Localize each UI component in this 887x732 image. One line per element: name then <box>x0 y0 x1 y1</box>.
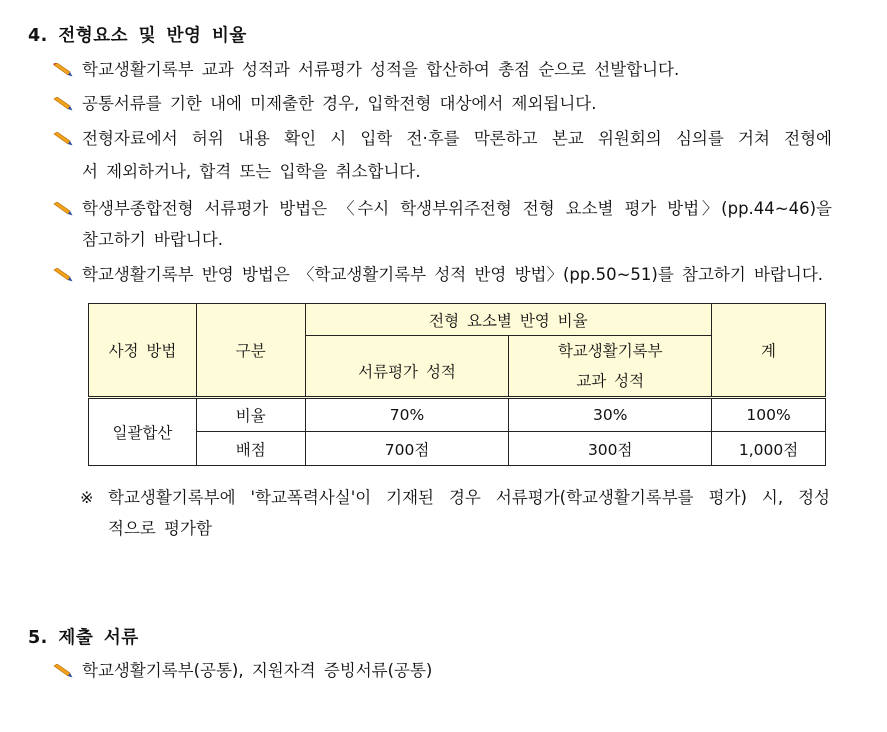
header-method: 사정 방법 <box>89 304 197 398</box>
bullet-text-continued: 서 제외하거나, 합격 또는 입학을 취소합니다. <box>82 162 421 181</box>
method-cell: 일괄합산 <box>89 398 197 466</box>
pencil-icon <box>53 202 73 216</box>
header-total: 계 <box>712 304 826 398</box>
note-mark: ※ <box>80 488 94 507</box>
cell-school: 30% <box>509 398 712 432</box>
pencil-icon <box>53 63 73 77</box>
cell-document: 70% <box>305 398 509 432</box>
note-text-continued: 적으로 평가함 <box>108 519 212 538</box>
bullet-text: 학교생활기록부(공통), 지원자격 증빙서류(공통) <box>82 661 433 680</box>
header-school-record-line2: 교과 성적 <box>576 372 645 390</box>
bullet-text: 학생부종합전형 서류평가 방법은 〈수시 학생부위주전형 전형 요소별 평가 방법〉(pp.44~46)을 <box>82 199 832 218</box>
header-group: 전형 요소별 반영 비율 <box>305 304 711 336</box>
ratio-table <box>88 303 826 466</box>
pencil-icon <box>53 97 73 111</box>
pencil-icon <box>53 268 73 282</box>
bullet-text: 학교생활기록부 반영 방법은 〈학교생활기록부 성적 반영 방법〉(pp.50~51)를 참고하기 바랍니다. <box>82 265 824 284</box>
pencil-icon <box>53 132 73 146</box>
bullet-text-continued: 참고하기 바랍니다. <box>82 230 224 249</box>
header-document-score: 서류평가 성적 <box>305 336 509 398</box>
cell-document: 700점 <box>305 432 509 466</box>
bullet-text: 학교생활기록부 교과 성적과 서류평가 성적을 합산하여 총점 순으로 선발합니다. <box>82 60 680 79</box>
row-label: 배점 <box>196 432 305 466</box>
bullet-text: 공통서류를 기한 내에 미제출한 경우, 입학전형 대상에서 제외됩니다. <box>82 94 597 113</box>
header-school-record <box>509 336 712 398</box>
row-label: 비율 <box>196 398 305 432</box>
note-text: 학교생활기록부에 '학교폭력사실'이 기재된 경우 서류평가(학교생활기록부를 평가) 시, 정성 <box>108 488 830 507</box>
header-category: 구분 <box>196 304 305 398</box>
section-5-title: 5. 제출 서류 <box>28 628 139 648</box>
section-4-title: 4. 전형요소 및 반영 비율 <box>28 26 247 46</box>
cell-school: 300점 <box>509 432 712 466</box>
bullet-text: 전형자료에서 허위 내용 확인 시 입학 전·후를 막론하고 본교 위원회의 심의를 거쳐 전형에 <box>82 129 832 148</box>
pencil-icon <box>53 664 73 678</box>
header-school-record-line1: 학교생활기록부 <box>557 342 663 360</box>
cell-total: 1,000점 <box>712 432 826 466</box>
cell-total: 100% <box>712 398 826 432</box>
